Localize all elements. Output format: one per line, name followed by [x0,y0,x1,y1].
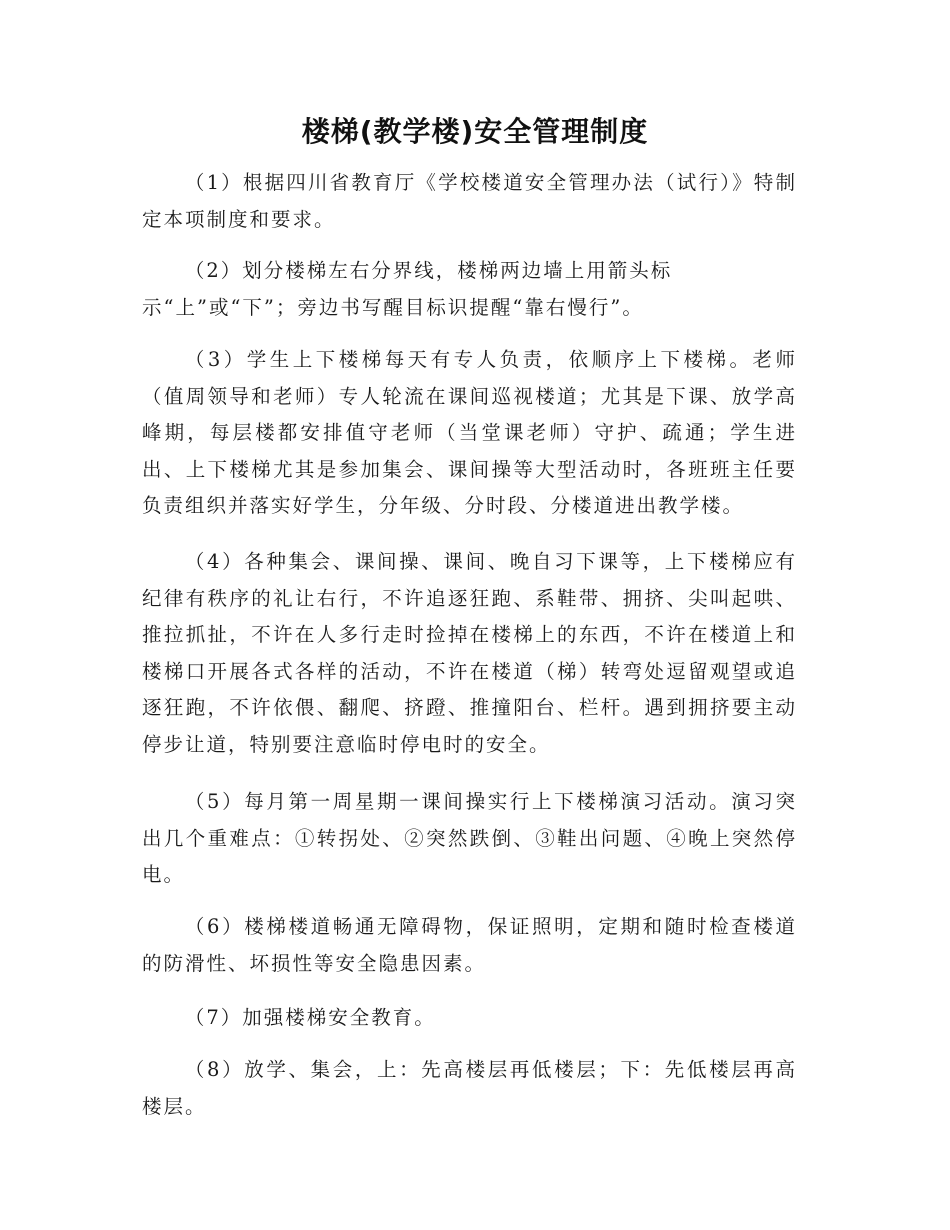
document-title: 楼梯(教学楼)安全管理制度 [301,115,649,148]
paragraph-4: （4）各种集会、课间操、课间、晚自习下课等，上下楼梯应有纪律有秩序的礼让右行，不许追逐狂跑、系鞋带、拥挤、尖叫起哄、推拉抓扯，不许在人多行走时捡掉在楼梯上的东西，不许在楼道上和楼梯口开展各式各样的活动，不许在楼道（梯）转弯处逗留观望或追逐狂跑，不许依偎、翻爬、挤蹬、推撞阳台、栏杆。遇到拥挤要主动停步让道，特别要注意临时停电时的安全。 [142,550,797,756]
paragraph-2 [142,253,797,326]
paragraph-1: （1）根据四川省教育厅《学校楼道安全管理办法（试行）》特制定本项制度和要求。 [142,171,797,231]
paragraph-8: （8）放学、集会，上：先高楼层再低楼层；下：先低楼层再高楼层。 [142,1058,797,1118]
paragraph-3: （3）学生上下楼梯每天有专人负责，依顺序上下楼梯。老师（值周领导和老师）专人轮流在课间巡视楼道；尤其是下课、放学高峰期，每层楼都安排值守老师（当堂课老师）守护、疏通；学生进出、上下楼梯尤其是参加集会、课间操等大型活动时，各班班主任要负责组织并落实好学生，分年级、分时段、分楼道进出教学楼。 [142,348,797,517]
paragraph-2-line-1: （2）划分楼梯左右分界线，楼梯两边墙上用箭头标 [184,259,673,282]
paragraph-6: （6）楼梯楼道畅通无障碍物，保证照明，定期和随时检查楼道的防滑性、坏损性等安全隐患因素。 [142,915,797,975]
paragraph-5: （5）每月第一周星期一课间操实行上下楼梯演习活动。演习突出几个重难点：①转拐处、②突然跌倒、③鞋出问题、④晚上突然停电。 [142,790,797,886]
paragraph-7: （7）加强楼梯安全教育。 [184,1006,436,1029]
paragraph-2-line-2: 示“上”或“下”；旁边书写醒目标识提醒“靠右慢行”。 [142,295,644,319]
